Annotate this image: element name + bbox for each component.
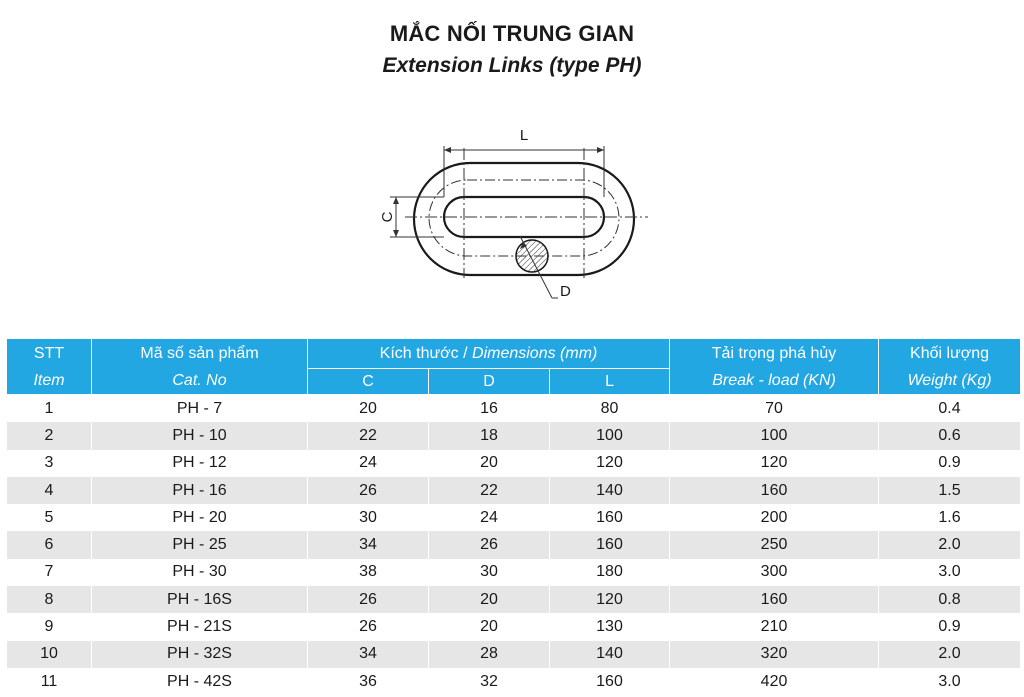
cell-break-load: 100: [670, 422, 879, 449]
cell-item: 4: [7, 477, 92, 504]
cell-l: 120: [550, 586, 670, 613]
cell-c: 26: [308, 477, 429, 504]
table-body: [7, 395, 1021, 696]
cell-d: 28: [429, 641, 550, 668]
cell-c: 38: [308, 559, 429, 586]
cell-cat-no: PH - 30: [92, 559, 308, 586]
header-dim-en: Dimensions (mm): [472, 344, 598, 362]
cell-l: 140: [550, 641, 670, 668]
cell-cat-no: PH - 21S: [92, 613, 308, 640]
cell-item: 5: [7, 504, 92, 531]
cell-break-load: 420: [670, 668, 879, 695]
cell-item: 8: [7, 586, 92, 613]
table-row: [7, 559, 1021, 586]
table-row: [7, 668, 1021, 695]
table-row: [7, 613, 1021, 640]
header-cat-vi: Mã số sản phẩm: [140, 344, 259, 362]
dimension-label-L: L: [519, 127, 529, 144]
table-row: [7, 531, 1021, 558]
cell-weight: 2.0: [879, 641, 1021, 668]
cell-l: 100: [550, 422, 670, 449]
table-row: [7, 477, 1021, 504]
cell-cat-no: PH - 16: [92, 477, 308, 504]
cell-l: 160: [550, 504, 670, 531]
cell-c: 26: [308, 613, 429, 640]
cell-break-load: 320: [670, 641, 879, 668]
cell-d: 20: [429, 613, 550, 640]
cell-d: 30: [429, 559, 550, 586]
cell-weight: 3.0: [879, 559, 1021, 586]
header-col-c: C: [308, 369, 429, 395]
cell-l: 160: [550, 668, 670, 695]
cell-weight: 2.0: [879, 531, 1021, 558]
cell-cat-no: PH - 12: [92, 450, 308, 477]
cell-c: 22: [308, 422, 429, 449]
cell-weight: 0.9: [879, 613, 1021, 640]
header-item-en: Item: [33, 371, 65, 389]
dimension-label-C: C: [379, 211, 396, 223]
cell-break-load: 200: [670, 504, 879, 531]
extension-link-diagram: [370, 118, 660, 308]
cell-break-load: 160: [670, 586, 879, 613]
cell-weight: 1.6: [879, 504, 1021, 531]
cell-item: 3: [7, 450, 92, 477]
cell-c: 30: [308, 504, 429, 531]
cell-c: 20: [308, 395, 429, 423]
header-weight-en: Weight (Kg): [907, 371, 992, 389]
page-subtitle: Extension Links (type PH): [382, 54, 642, 77]
cell-weight: 0.9: [879, 450, 1021, 477]
cell-item: 10: [7, 641, 92, 668]
table-row: [7, 641, 1021, 668]
cell-c: 26: [308, 586, 429, 613]
cell-cat-no: PH - 16S: [92, 586, 308, 613]
table-row: [7, 450, 1021, 477]
page-title: MẮC NỐI TRUNG GIAN: [389, 21, 635, 46]
cell-c: 24: [308, 450, 429, 477]
cell-break-load: 70: [670, 395, 879, 423]
cell-item: 2: [7, 422, 92, 449]
cell-cat-no: PH - 20: [92, 504, 308, 531]
cell-break-load: 160: [670, 477, 879, 504]
header-weight-vi: Khối lượng: [910, 344, 990, 362]
cell-d: 20: [429, 450, 550, 477]
cell-cat-no: PH - 42S: [92, 668, 308, 695]
cell-weight: 3.0: [879, 668, 1021, 695]
header-load-vi: Tải trọng phá hủy: [711, 344, 837, 362]
cell-weight: 1.5: [879, 477, 1021, 504]
cell-weight: 0.4: [879, 395, 1021, 423]
header-dimensions: [308, 339, 670, 369]
cell-break-load: 120: [670, 450, 879, 477]
cell-cat-no: PH - 7: [92, 395, 308, 423]
header-item-vi: STT: [33, 344, 65, 362]
cell-l: 130: [550, 613, 670, 640]
cell-d: 32: [429, 668, 550, 695]
header-dim-vi: Kích thước /: [379, 344, 468, 362]
cell-item: 6: [7, 531, 92, 558]
cell-break-load: 250: [670, 531, 879, 558]
header-cat-no: [92, 339, 308, 395]
cell-weight: 0.6: [879, 422, 1021, 449]
cell-l: 180: [550, 559, 670, 586]
cell-c: 34: [308, 641, 429, 668]
table-row: [7, 586, 1021, 613]
table-row: [7, 422, 1021, 449]
cell-item: 7: [7, 559, 92, 586]
cell-d: 26: [429, 531, 550, 558]
cell-cat-no: PH - 32S: [92, 641, 308, 668]
header-col-d: D: [429, 369, 550, 395]
specification-table: [6, 338, 1021, 695]
cell-item: 1: [7, 395, 92, 423]
header-item: [7, 339, 92, 395]
cell-d: 20: [429, 586, 550, 613]
table-row: [7, 504, 1021, 531]
cell-d: 24: [429, 504, 550, 531]
header-break-load: [670, 339, 879, 395]
cell-l: 140: [550, 477, 670, 504]
cell-l: 120: [550, 450, 670, 477]
cell-c: 34: [308, 531, 429, 558]
cell-item: 11: [7, 668, 92, 695]
header-cat-en: Cat. No: [172, 371, 227, 389]
cell-l: 160: [550, 531, 670, 558]
header-col-l: L: [550, 369, 670, 395]
cell-weight: 0.8: [879, 586, 1021, 613]
cell-cat-no: PH - 10: [92, 422, 308, 449]
cell-break-load: 210: [670, 613, 879, 640]
header-weight: [879, 339, 1021, 395]
header-load-en: Break - load (KN): [712, 371, 836, 389]
table-row: [7, 395, 1021, 423]
cell-c: 36: [308, 668, 429, 695]
cell-d: 22: [429, 477, 550, 504]
cell-break-load: 300: [670, 559, 879, 586]
dimension-label-D: D: [560, 283, 571, 300]
cell-d: 18: [429, 422, 550, 449]
cell-cat-no: PH - 25: [92, 531, 308, 558]
cell-l: 80: [550, 395, 670, 423]
cell-item: 9: [7, 613, 92, 640]
cell-d: 16: [429, 395, 550, 423]
